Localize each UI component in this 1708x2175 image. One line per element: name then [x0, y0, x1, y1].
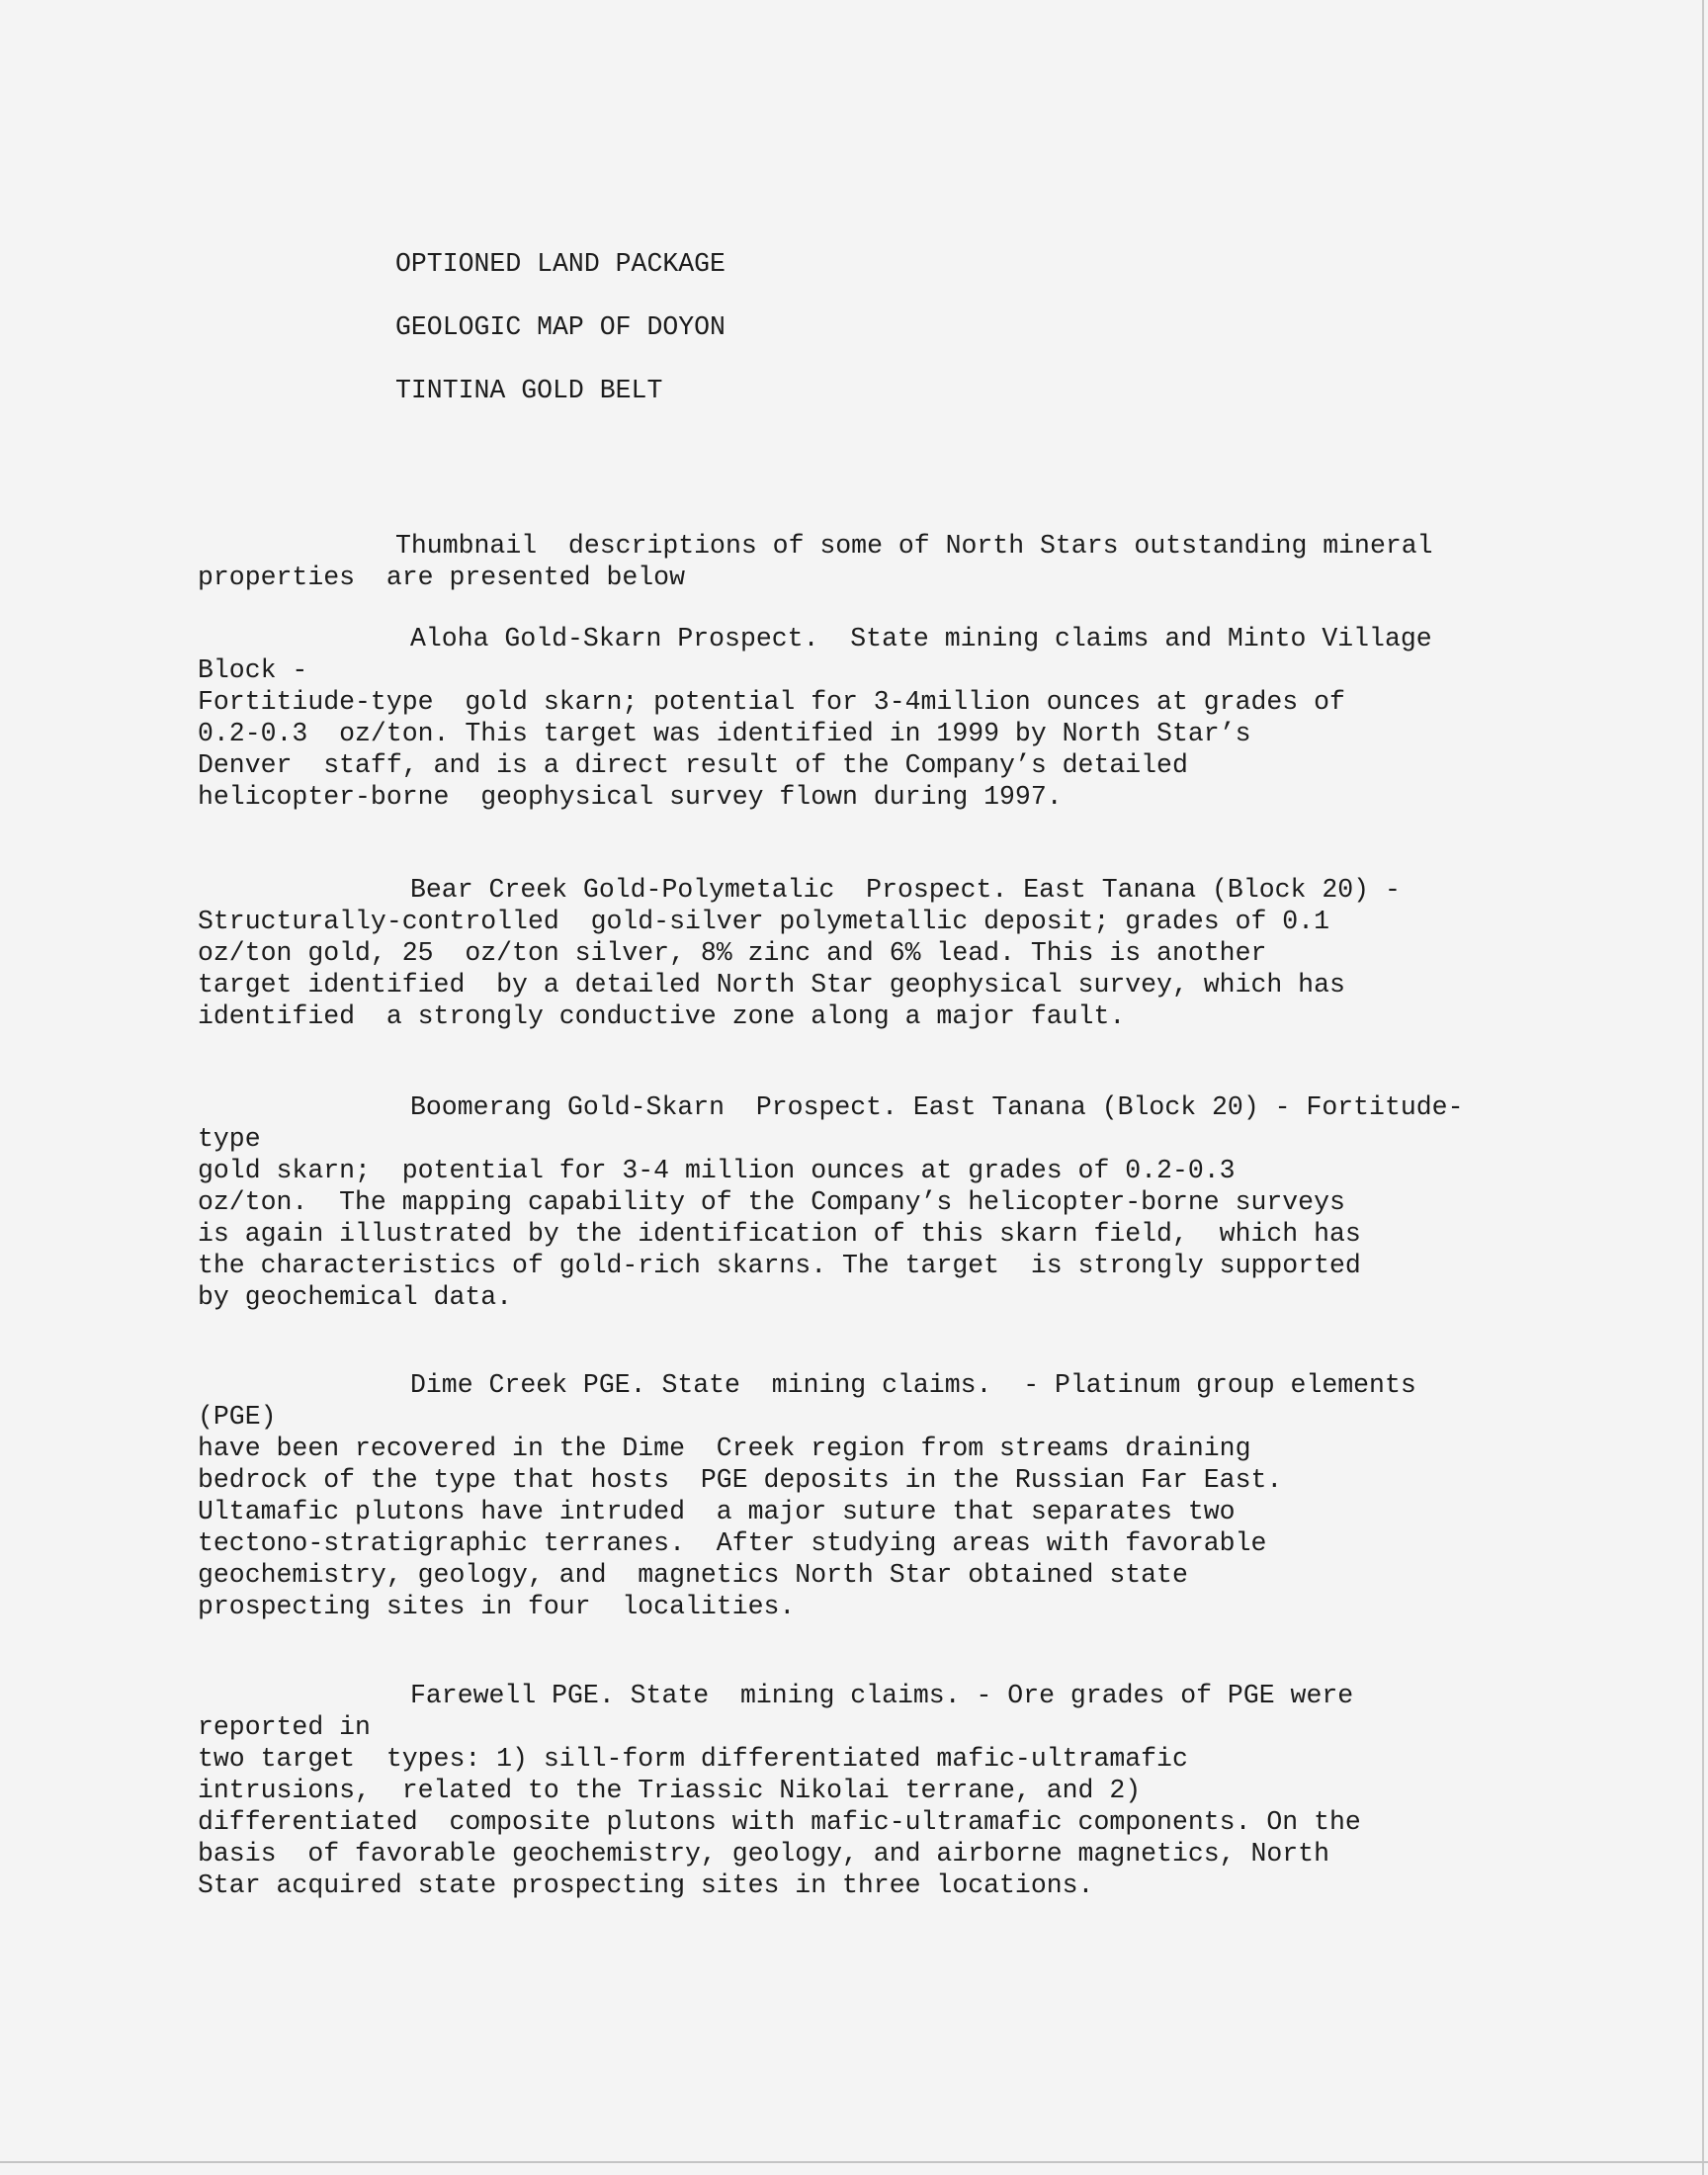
section-line: the characteristics of gold-rich skarns. The target is strongly supported: [198, 1251, 1361, 1280]
section-line: Star acquired state prospecting sites in three locations.: [198, 1870, 1094, 1900]
section-line: differentiated composite plutons with mafic-ultramafic components. On the: [198, 1807, 1361, 1837]
section-line: have been recovered in the Dime Creek region from streams draining: [198, 1434, 1251, 1463]
section-title-line: Farewell PGE. State mining claims. - Ore grades of PGE were: [410, 1681, 1354, 1710]
section-title-line: Dime Creek PGE. State mining claims. - Platinum group elements: [410, 1370, 1416, 1400]
section-line: gold skarn; potential for 3-4 million ounces at grades of 0.2-0.3: [198, 1156, 1236, 1185]
section-line: target identified by a detailed North Star geophysical survey, which has: [198, 970, 1345, 1000]
section-line: Denver staff, and is a direct result of the Company’s detailed: [198, 750, 1188, 780]
intro-line: Thumbnail descriptions of some of North Stars outstanding mineral: [395, 531, 1433, 561]
section-line: Ultamafic plutons have intruded a major suture that separates two: [198, 1497, 1236, 1526]
section-line: identified a strongly conductive zone along a major fault.: [198, 1001, 1126, 1031]
heading-tintina-gold-belt: TINTINA GOLD BELT: [395, 376, 663, 405]
intro-line: properties are presented below: [198, 563, 685, 592]
section-line: (PGE): [198, 1402, 277, 1432]
section-line: helicopter-borne geophysical survey flown during 1997.: [198, 782, 1063, 812]
section-line: 0.2-0.3 oz/ton. This target was identified in 1999 by North Star’s: [198, 719, 1251, 748]
section-title-line: Boomerang Gold-Skarn Prospect. East Tanana (Block 20) - Fortitude-: [410, 1092, 1464, 1122]
section-line: by geochemical data.: [198, 1282, 513, 1312]
section-line: type: [198, 1124, 261, 1154]
section-line: is again illustrated by the identification of this skarn field, which has: [198, 1219, 1361, 1249]
section-line: Structurally-controlled gold-silver polymetallic deposit; grades of 0.1: [198, 907, 1329, 936]
page-edge-bottom: [0, 2161, 1708, 2163]
heading-optioned-land-package: OPTIONED LAND PACKAGE: [395, 249, 726, 279]
section-line: two target types: 1) sill-form differentiated mafic-ultramafic: [198, 1744, 1188, 1774]
heading-geologic-map: GEOLOGIC MAP OF DOYON: [395, 312, 726, 342]
section-line: reported in: [198, 1712, 371, 1742]
section-line: basis of favorable geochemistry, geology, and airborne magnetics, North: [198, 1839, 1329, 1869]
section-line: Fortitiude-type gold skarn; potential for 3-4million ounces at grades of: [198, 687, 1345, 717]
section-line: tectono-stratigraphic terranes. After studying areas with favorable: [198, 1528, 1267, 1558]
page-edge-right: [1702, 0, 1704, 2175]
section-line: oz/ton. The mapping capability of the Company’s helicopter-borne surveys: [198, 1187, 1345, 1217]
section-line: bedrock of the type that hosts PGE deposits in the Russian Far East.: [198, 1465, 1283, 1495]
section-line: prospecting sites in four localities.: [198, 1592, 796, 1621]
section-line: Block -: [198, 655, 308, 685]
section-title-line: Aloha Gold-Skarn Prospect. State mining claims and Minto Village: [410, 624, 1432, 653]
section-line: oz/ton gold, 25 oz/ton silver, 8% zinc and 6% lead. This is another: [198, 938, 1267, 968]
section-line: geochemistry, geology, and magnetics North Star obtained state: [198, 1560, 1188, 1590]
section-line: intrusions, related to the Triassic Nikolai terrane, and 2): [198, 1776, 1142, 1805]
section-title-line: Bear Creek Gold-Polymetalic Prospect. East Tanana (Block 20) -: [410, 875, 1401, 905]
